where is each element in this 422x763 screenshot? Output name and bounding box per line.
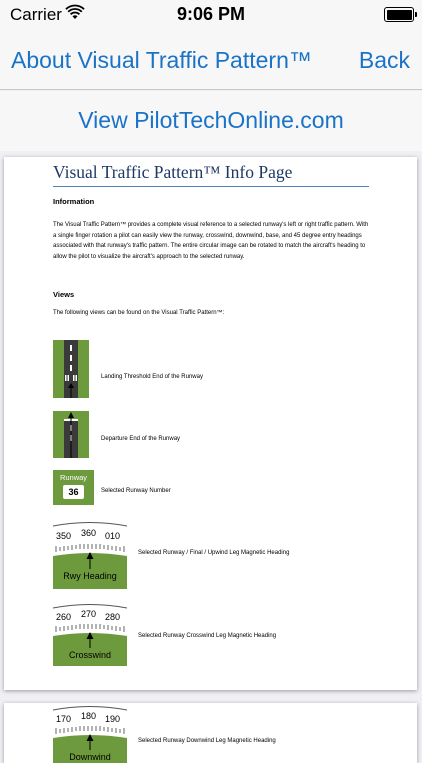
carrier-label: Carrier xyxy=(10,5,62,24)
heading-tick-left: 350 xyxy=(56,531,72,541)
crosswind-tick-right: 280 xyxy=(105,612,121,622)
clock: 9:06 PM xyxy=(176,4,246,24)
downwind-heading-dial-icon xyxy=(53,706,127,763)
battery-icon xyxy=(384,7,414,22)
crosswind-tick-left: 260 xyxy=(56,612,72,622)
wifi-icon xyxy=(66,6,84,20)
website-link[interactable]: View PilotTechOnline.com xyxy=(78,107,344,133)
view-label-runway-number: Selected Runway Number xyxy=(101,488,171,494)
view-label-downwind: Selected Runway Downwind Leg Magnetic Heading xyxy=(138,738,276,744)
info-document-page[interactable] xyxy=(4,157,417,690)
runway-number: 36 xyxy=(63,485,84,499)
navigation-bar xyxy=(0,32,422,90)
crosswind-caption: Crosswind xyxy=(68,650,111,660)
title-divider xyxy=(53,186,369,187)
back-button[interactable]: Back xyxy=(358,47,410,73)
runway-heading-dial-icon xyxy=(53,522,127,589)
information-heading: Information xyxy=(53,197,95,206)
runway-label: Runway xyxy=(59,473,88,482)
status-bar xyxy=(0,0,422,32)
crosswind-tick-center: 270 xyxy=(81,609,97,619)
downwind-tick-center: 180 xyxy=(81,711,97,721)
information-paragraph: The Visual Traffic Pattern™ provides a complete visual reference to a selected runway's left or right traffic pattern. With a single finger rotation a pilot can easily view the runway, crosswind, downwind, base, and 45 degree entry headings associated with that runway's traffic pattern. The entire circular image can be rotated to match the aircraft's heading to allow the pilot to visualize the aircraft's approach to the selected runway. xyxy=(53,222,369,260)
heading-tick-center: 360 xyxy=(81,528,97,538)
views-heading: Views xyxy=(53,290,75,299)
landing-threshold-runway-icon xyxy=(53,340,89,398)
runway-number-icon xyxy=(53,470,94,505)
heading-caption: Rwy Heading xyxy=(63,571,117,581)
view-label-landing-threshold: Landing Threshold End of the Runway xyxy=(101,374,203,380)
website-link-bar xyxy=(0,91,422,151)
downwind-tick-left: 170 xyxy=(56,714,72,724)
views-intro: The following views can be found on the Visual Traffic Pattern™: xyxy=(53,310,225,316)
view-label-runway-heading: Selected Runway / Final / Upwind Leg Magnetic Heading xyxy=(138,550,290,556)
view-label-departure-end: Departure End of the Runway xyxy=(101,436,181,442)
downwind-caption: Downwind xyxy=(69,752,111,762)
view-label-crosswind: Selected Runway Crosswind Leg Magnetic Heading xyxy=(138,633,277,639)
departure-end-runway-icon xyxy=(53,411,89,458)
downwind-tick-right: 190 xyxy=(105,714,121,724)
document-title: Visual Traffic Pattern™ Info Page xyxy=(53,162,293,182)
heading-tick-right: 010 xyxy=(105,531,121,541)
page-title: About Visual Traffic Pattern™ xyxy=(11,47,312,73)
crosswind-heading-dial-icon xyxy=(53,604,127,666)
info-document-page-2[interactable] xyxy=(4,703,417,763)
